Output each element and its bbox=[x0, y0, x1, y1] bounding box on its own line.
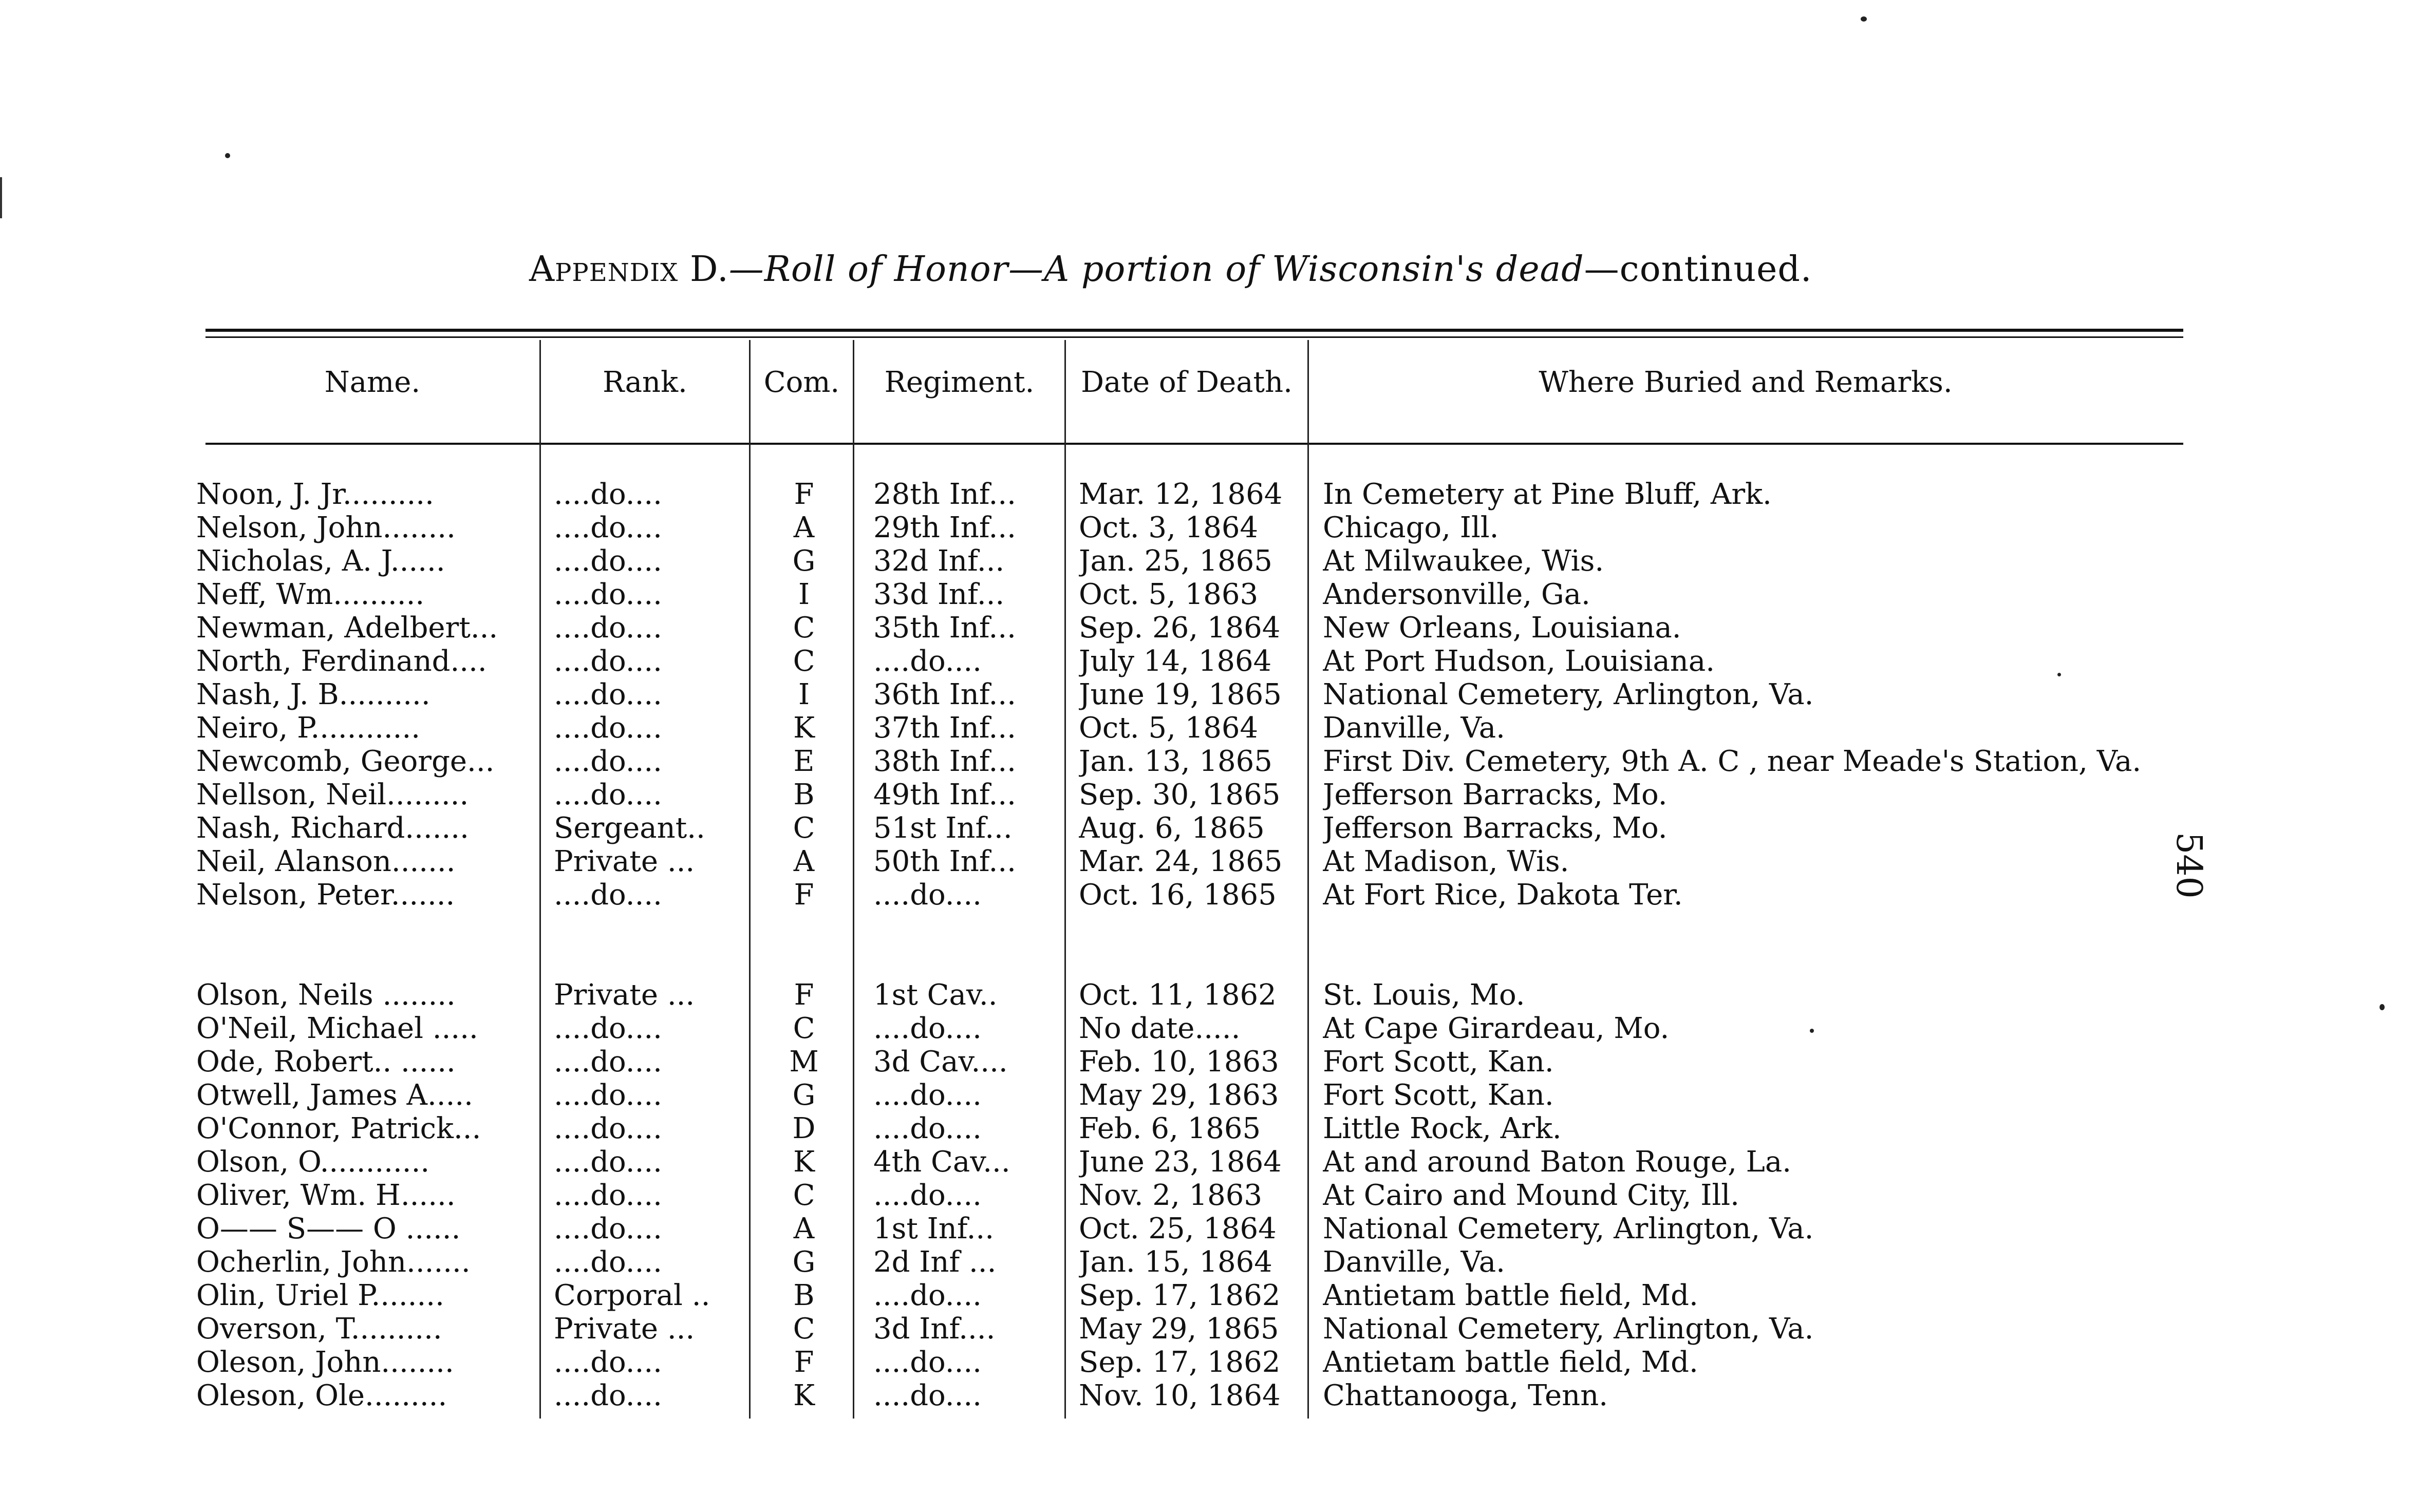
table-row bbox=[0, 878, 2435, 912]
cell-name: Oleson, Ole......... bbox=[196, 1379, 447, 1412]
cell-name: Olin, Uriel P........ bbox=[196, 1279, 444, 1312]
table-row bbox=[0, 1145, 2435, 1179]
table-row bbox=[0, 1245, 2435, 1279]
cell-remarks: Danville, Va. bbox=[1323, 1245, 1505, 1279]
cell-regiment: 2d Inf ... bbox=[873, 1245, 997, 1279]
cell-rank: ....do.... bbox=[554, 1346, 662, 1379]
cell-date: Oct. 25, 1864 bbox=[1079, 1212, 1277, 1245]
cell-regiment: 32d Inf... bbox=[873, 544, 1005, 578]
cell-name: O'Connor, Patrick... bbox=[196, 1112, 481, 1145]
cell-remarks: National Cemetery, Arlington, Va. bbox=[1323, 1312, 1814, 1346]
cell-date: Feb. 6, 1865 bbox=[1079, 1112, 1261, 1145]
table-row bbox=[0, 845, 2435, 879]
cell-name: Neil, Alanson....... bbox=[196, 845, 456, 878]
cell-rank: ....do.... bbox=[554, 678, 662, 711]
cell-rank: Private ... bbox=[554, 1312, 695, 1346]
cell-rank: ....do.... bbox=[554, 1112, 662, 1145]
cell-remarks: At Madison, Wis. bbox=[1323, 845, 1569, 878]
table-row bbox=[0, 478, 2435, 512]
cell-regiment: 37th Inf... bbox=[873, 711, 1016, 745]
cell-regiment: 3d Inf.... bbox=[873, 1312, 996, 1346]
cell-com: M bbox=[789, 1045, 819, 1079]
cell-name: Otwell, James A..... bbox=[196, 1079, 473, 1112]
title-emphasis: —Roll of Honor—A portion of Wisconsin's dead bbox=[728, 249, 1584, 290]
cell-remarks: Chattanooga, Tenn. bbox=[1323, 1379, 1608, 1412]
cell-remarks: Danville, Va. bbox=[1323, 711, 1505, 745]
title-suffix: —continued. bbox=[1584, 249, 1812, 290]
cell-date: Sep. 17, 1862 bbox=[1079, 1346, 1281, 1379]
cell-rank: ....do.... bbox=[554, 745, 662, 778]
cell-regiment: ....do.... bbox=[873, 1179, 982, 1212]
cell-date: Mar. 24, 1865 bbox=[1079, 845, 1283, 878]
cell-rank: ....do.... bbox=[554, 578, 662, 611]
cell-name: Olson, Neils ........ bbox=[196, 978, 456, 1012]
cell-rank: ....do.... bbox=[554, 1212, 662, 1245]
title-prefix: Appendix D. bbox=[529, 249, 729, 290]
cell-name: Nelson, Peter....... bbox=[196, 878, 455, 912]
cell-regiment: 35th Inf... bbox=[873, 611, 1016, 645]
cell-com: F bbox=[794, 978, 814, 1012]
cell-remarks: Fort Scott, Kan. bbox=[1323, 1045, 1554, 1079]
cell-remarks: Antietam battle field, Md. bbox=[1323, 1346, 1698, 1379]
cell-date: May 29, 1863 bbox=[1079, 1079, 1279, 1112]
cell-regiment: ....do.... bbox=[873, 1379, 982, 1412]
cell-date: Nov. 2, 1863 bbox=[1079, 1179, 1263, 1212]
cell-com: A bbox=[793, 845, 815, 878]
cell-rank: ....do.... bbox=[554, 645, 662, 678]
table-row bbox=[0, 1045, 2435, 1079]
cell-regiment: 33d Inf... bbox=[873, 578, 1005, 611]
cell-name: North, Ferdinand.... bbox=[196, 645, 487, 678]
cell-rank: ....do.... bbox=[554, 1145, 662, 1179]
table-row bbox=[0, 778, 2435, 812]
cell-remarks: At Fort Rice, Dakota Ter. bbox=[1323, 878, 1683, 912]
table-row bbox=[0, 1312, 2435, 1346]
cell-remarks: New Orleans, Louisiana. bbox=[1323, 611, 1681, 645]
cell-com: C bbox=[793, 645, 815, 678]
cell-date: June 19, 1865 bbox=[1079, 678, 1282, 711]
cell-date: Jan. 15, 1864 bbox=[1079, 1245, 1272, 1279]
cell-com: K bbox=[793, 1379, 815, 1412]
cell-name: Oleson, John........ bbox=[196, 1346, 454, 1379]
cell-date: Sep. 17, 1862 bbox=[1079, 1279, 1281, 1312]
cell-date: Oct. 16, 1865 bbox=[1079, 878, 1277, 912]
header-com: Com. bbox=[763, 366, 840, 399]
cell-rank: ....do.... bbox=[554, 711, 662, 745]
cell-name: Newman, Adelbert... bbox=[196, 611, 498, 645]
cell-com: E bbox=[793, 745, 815, 778]
cell-name: Olson, O............ bbox=[196, 1145, 430, 1179]
cell-rank: Corporal .. bbox=[554, 1279, 710, 1312]
header-date-of-death: Date of Death. bbox=[1081, 366, 1293, 399]
cell-regiment: ....do.... bbox=[873, 1112, 982, 1145]
cell-name: Overson, T.......... bbox=[196, 1312, 442, 1346]
cell-regiment: ....do.... bbox=[873, 878, 982, 912]
cell-name: Neiro, P............ bbox=[196, 711, 421, 745]
cell-date: June 23, 1864 bbox=[1079, 1145, 1282, 1179]
print-speck bbox=[2380, 1004, 2385, 1010]
cell-date: Feb. 10, 1863 bbox=[1079, 1045, 1279, 1079]
table-row bbox=[0, 1012, 2435, 1046]
cell-com: G bbox=[792, 1245, 816, 1279]
cell-regiment: 1st Inf... bbox=[873, 1212, 994, 1245]
cell-name: Nash, J. B.......... bbox=[196, 678, 430, 711]
cell-name: Noon, J. Jr.......... bbox=[196, 478, 434, 511]
cell-name: O'Neil, Michael ..... bbox=[196, 1012, 478, 1045]
cell-rank: ....do.... bbox=[554, 544, 662, 578]
cell-com: C bbox=[793, 1312, 815, 1346]
cell-regiment: 38th Inf... bbox=[873, 745, 1016, 778]
top-rule-thick bbox=[205, 329, 2183, 332]
cell-name: Nicholas, A. J...... bbox=[196, 544, 445, 578]
cell-date: Jan. 25, 1865 bbox=[1079, 544, 1272, 578]
cell-regiment: 36th Inf... bbox=[873, 678, 1016, 711]
header-where-buried: Where Buried and Remarks. bbox=[1539, 366, 1953, 399]
cell-rank: ....do.... bbox=[554, 1079, 662, 1112]
cell-rank: ....do.... bbox=[554, 778, 662, 811]
print-speck bbox=[1861, 16, 1867, 22]
cell-remarks: Little Rock, Ark. bbox=[1323, 1112, 1562, 1145]
cell-date: Oct. 5, 1864 bbox=[1079, 711, 1259, 745]
print-speck bbox=[225, 153, 230, 158]
cell-com: B bbox=[793, 1279, 815, 1312]
cell-rank: Private ... bbox=[554, 845, 695, 878]
table-row bbox=[0, 1179, 2435, 1213]
cell-rank: ....do.... bbox=[554, 878, 662, 912]
cell-remarks: Jefferson Barracks, Mo. bbox=[1323, 778, 1668, 811]
cell-remarks: Fort Scott, Kan. bbox=[1323, 1079, 1554, 1112]
cell-rank: ....do.... bbox=[554, 511, 662, 544]
cell-date: Sep. 30, 1865 bbox=[1079, 778, 1281, 811]
cell-com: F bbox=[794, 1346, 814, 1379]
table-row bbox=[0, 544, 2435, 578]
cell-com: I bbox=[798, 578, 810, 611]
table-row bbox=[0, 1346, 2435, 1379]
header-regiment: Regiment. bbox=[884, 366, 1035, 399]
cell-regiment: 3d Cav.... bbox=[873, 1045, 1008, 1079]
cell-rank: Private ... bbox=[554, 978, 695, 1012]
cell-com: C bbox=[793, 611, 815, 645]
cell-regiment: 51st Inf... bbox=[873, 811, 1013, 845]
cell-com: F bbox=[794, 478, 814, 511]
cell-remarks: National Cemetery, Arlington, Va. bbox=[1323, 678, 1814, 711]
table-row bbox=[0, 511, 2435, 545]
table-row bbox=[0, 1212, 2435, 1246]
cell-regiment: ....do.... bbox=[873, 1012, 982, 1045]
header-rule bbox=[205, 443, 2183, 445]
cell-name: Nelson, John........ bbox=[196, 511, 456, 544]
table-row bbox=[0, 811, 2435, 845]
table-row bbox=[0, 645, 2435, 678]
cell-remarks: Antietam battle field, Md. bbox=[1323, 1279, 1698, 1312]
cell-name: Ocherlin, John....... bbox=[196, 1245, 471, 1279]
cell-date: Oct. 3, 1864 bbox=[1079, 511, 1259, 544]
header-rank: Rank. bbox=[603, 366, 687, 399]
cell-rank: ....do.... bbox=[554, 1179, 662, 1212]
cell-remarks: Andersonville, Ga. bbox=[1323, 578, 1590, 611]
table-row bbox=[0, 745, 2435, 779]
table-row bbox=[0, 1379, 2435, 1413]
cell-regiment: 1st Cav.. bbox=[873, 978, 998, 1012]
cell-remarks: National Cemetery, Arlington, Va. bbox=[1323, 1212, 1814, 1245]
top-rule-thin bbox=[205, 336, 2183, 338]
cell-name: Newcomb, George... bbox=[196, 745, 495, 778]
cell-remarks: At and around Baton Rouge, La. bbox=[1323, 1145, 1792, 1179]
cell-date: Oct. 5, 1863 bbox=[1079, 578, 1259, 611]
cell-date: July 14, 1864 bbox=[1079, 645, 1272, 678]
cell-regiment: 4th Cav... bbox=[873, 1145, 1010, 1179]
table-row bbox=[0, 611, 2435, 645]
cell-remarks: At Port Hudson, Louisiana. bbox=[1323, 645, 1715, 678]
cell-com: G bbox=[792, 1079, 816, 1112]
cell-com: C bbox=[793, 811, 815, 845]
cell-name: Neff, Wm.......... bbox=[196, 578, 425, 611]
cell-remarks: At Cairo and Mound City, Ill. bbox=[1323, 1179, 1739, 1212]
cell-com: A bbox=[793, 1212, 815, 1245]
cell-remarks: At Cape Girardeau, Mo. bbox=[1323, 1012, 1670, 1045]
cell-com: D bbox=[792, 1112, 816, 1145]
cell-regiment: ....do.... bbox=[873, 1346, 982, 1379]
cell-remarks: Jefferson Barracks, Mo. bbox=[1323, 811, 1668, 845]
print-speck bbox=[2057, 673, 2061, 676]
cell-com: C bbox=[793, 1012, 815, 1045]
cell-date: Nov. 10, 1864 bbox=[1079, 1379, 1281, 1412]
cell-name: Nash, Richard....... bbox=[196, 811, 469, 845]
cell-date: No date..... bbox=[1079, 1012, 1241, 1045]
cell-com: K bbox=[793, 1145, 815, 1179]
cell-remarks: Chicago, Ill. bbox=[1323, 511, 1499, 544]
cell-regiment: 28th Inf... bbox=[873, 478, 1016, 511]
cell-remarks: St. Louis, Mo. bbox=[1323, 978, 1525, 1012]
cell-rank: ....do.... bbox=[554, 1245, 662, 1279]
table-row bbox=[0, 1079, 2435, 1112]
header-name: Name. bbox=[324, 366, 421, 399]
cell-rank: Sergeant.. bbox=[554, 811, 705, 845]
cell-name: Ode, Robert.. ...... bbox=[196, 1045, 456, 1079]
cell-remarks: First Div. Cemetery, 9th A. C , near Meade's Station, Va. bbox=[1323, 745, 2142, 778]
cell-com: G bbox=[792, 544, 816, 578]
table-row bbox=[0, 578, 2435, 612]
table-row bbox=[0, 711, 2435, 745]
page-title bbox=[529, 249, 1916, 290]
cell-regiment: ....do.... bbox=[873, 1079, 982, 1112]
cell-date: Jan. 13, 1865 bbox=[1079, 745, 1272, 778]
table-row bbox=[0, 1112, 2435, 1146]
cell-rank: ....do.... bbox=[554, 611, 662, 645]
cell-com: B bbox=[793, 778, 815, 811]
cell-date: Mar. 12, 1864 bbox=[1079, 478, 1283, 511]
cell-date: Oct. 11, 1862 bbox=[1079, 978, 1277, 1012]
cell-regiment: 29th Inf... bbox=[873, 511, 1016, 544]
cell-name: Oliver, Wm. H...... bbox=[196, 1179, 456, 1212]
cell-remarks: At Milwaukee, Wis. bbox=[1323, 544, 1604, 578]
cell-remarks: In Cemetery at Pine Bluff, Ark. bbox=[1323, 478, 1772, 511]
cell-com: K bbox=[793, 711, 815, 745]
cell-rank: ....do.... bbox=[554, 1379, 662, 1412]
table-row bbox=[0, 978, 2435, 1012]
cell-rank: ....do.... bbox=[554, 1012, 662, 1045]
cell-regiment: ....do.... bbox=[873, 1279, 982, 1312]
cell-date: Sep. 26, 1864 bbox=[1079, 611, 1281, 645]
cell-regiment: ....do.... bbox=[873, 645, 982, 678]
edge-mark bbox=[0, 177, 2, 218]
cell-com: F bbox=[794, 878, 814, 912]
cell-rank: ....do.... bbox=[554, 1045, 662, 1079]
cell-rank: ....do.... bbox=[554, 478, 662, 511]
page-number: 540 bbox=[2168, 832, 2209, 899]
cell-com: I bbox=[798, 678, 810, 711]
table-row bbox=[0, 1279, 2435, 1313]
cell-com: C bbox=[793, 1179, 815, 1212]
cell-date: May 29, 1865 bbox=[1079, 1312, 1279, 1346]
cell-regiment: 50th Inf... bbox=[873, 845, 1016, 878]
cell-name: O—— S—— O ...... bbox=[196, 1212, 461, 1245]
print-speck bbox=[1810, 1029, 1814, 1033]
cell-date: Aug. 6, 1865 bbox=[1079, 811, 1265, 845]
table-row bbox=[0, 678, 2435, 712]
cell-com: A bbox=[793, 511, 815, 544]
cell-regiment: 49th Inf... bbox=[873, 778, 1016, 811]
cell-name: Nellson, Neil......... bbox=[196, 778, 469, 811]
